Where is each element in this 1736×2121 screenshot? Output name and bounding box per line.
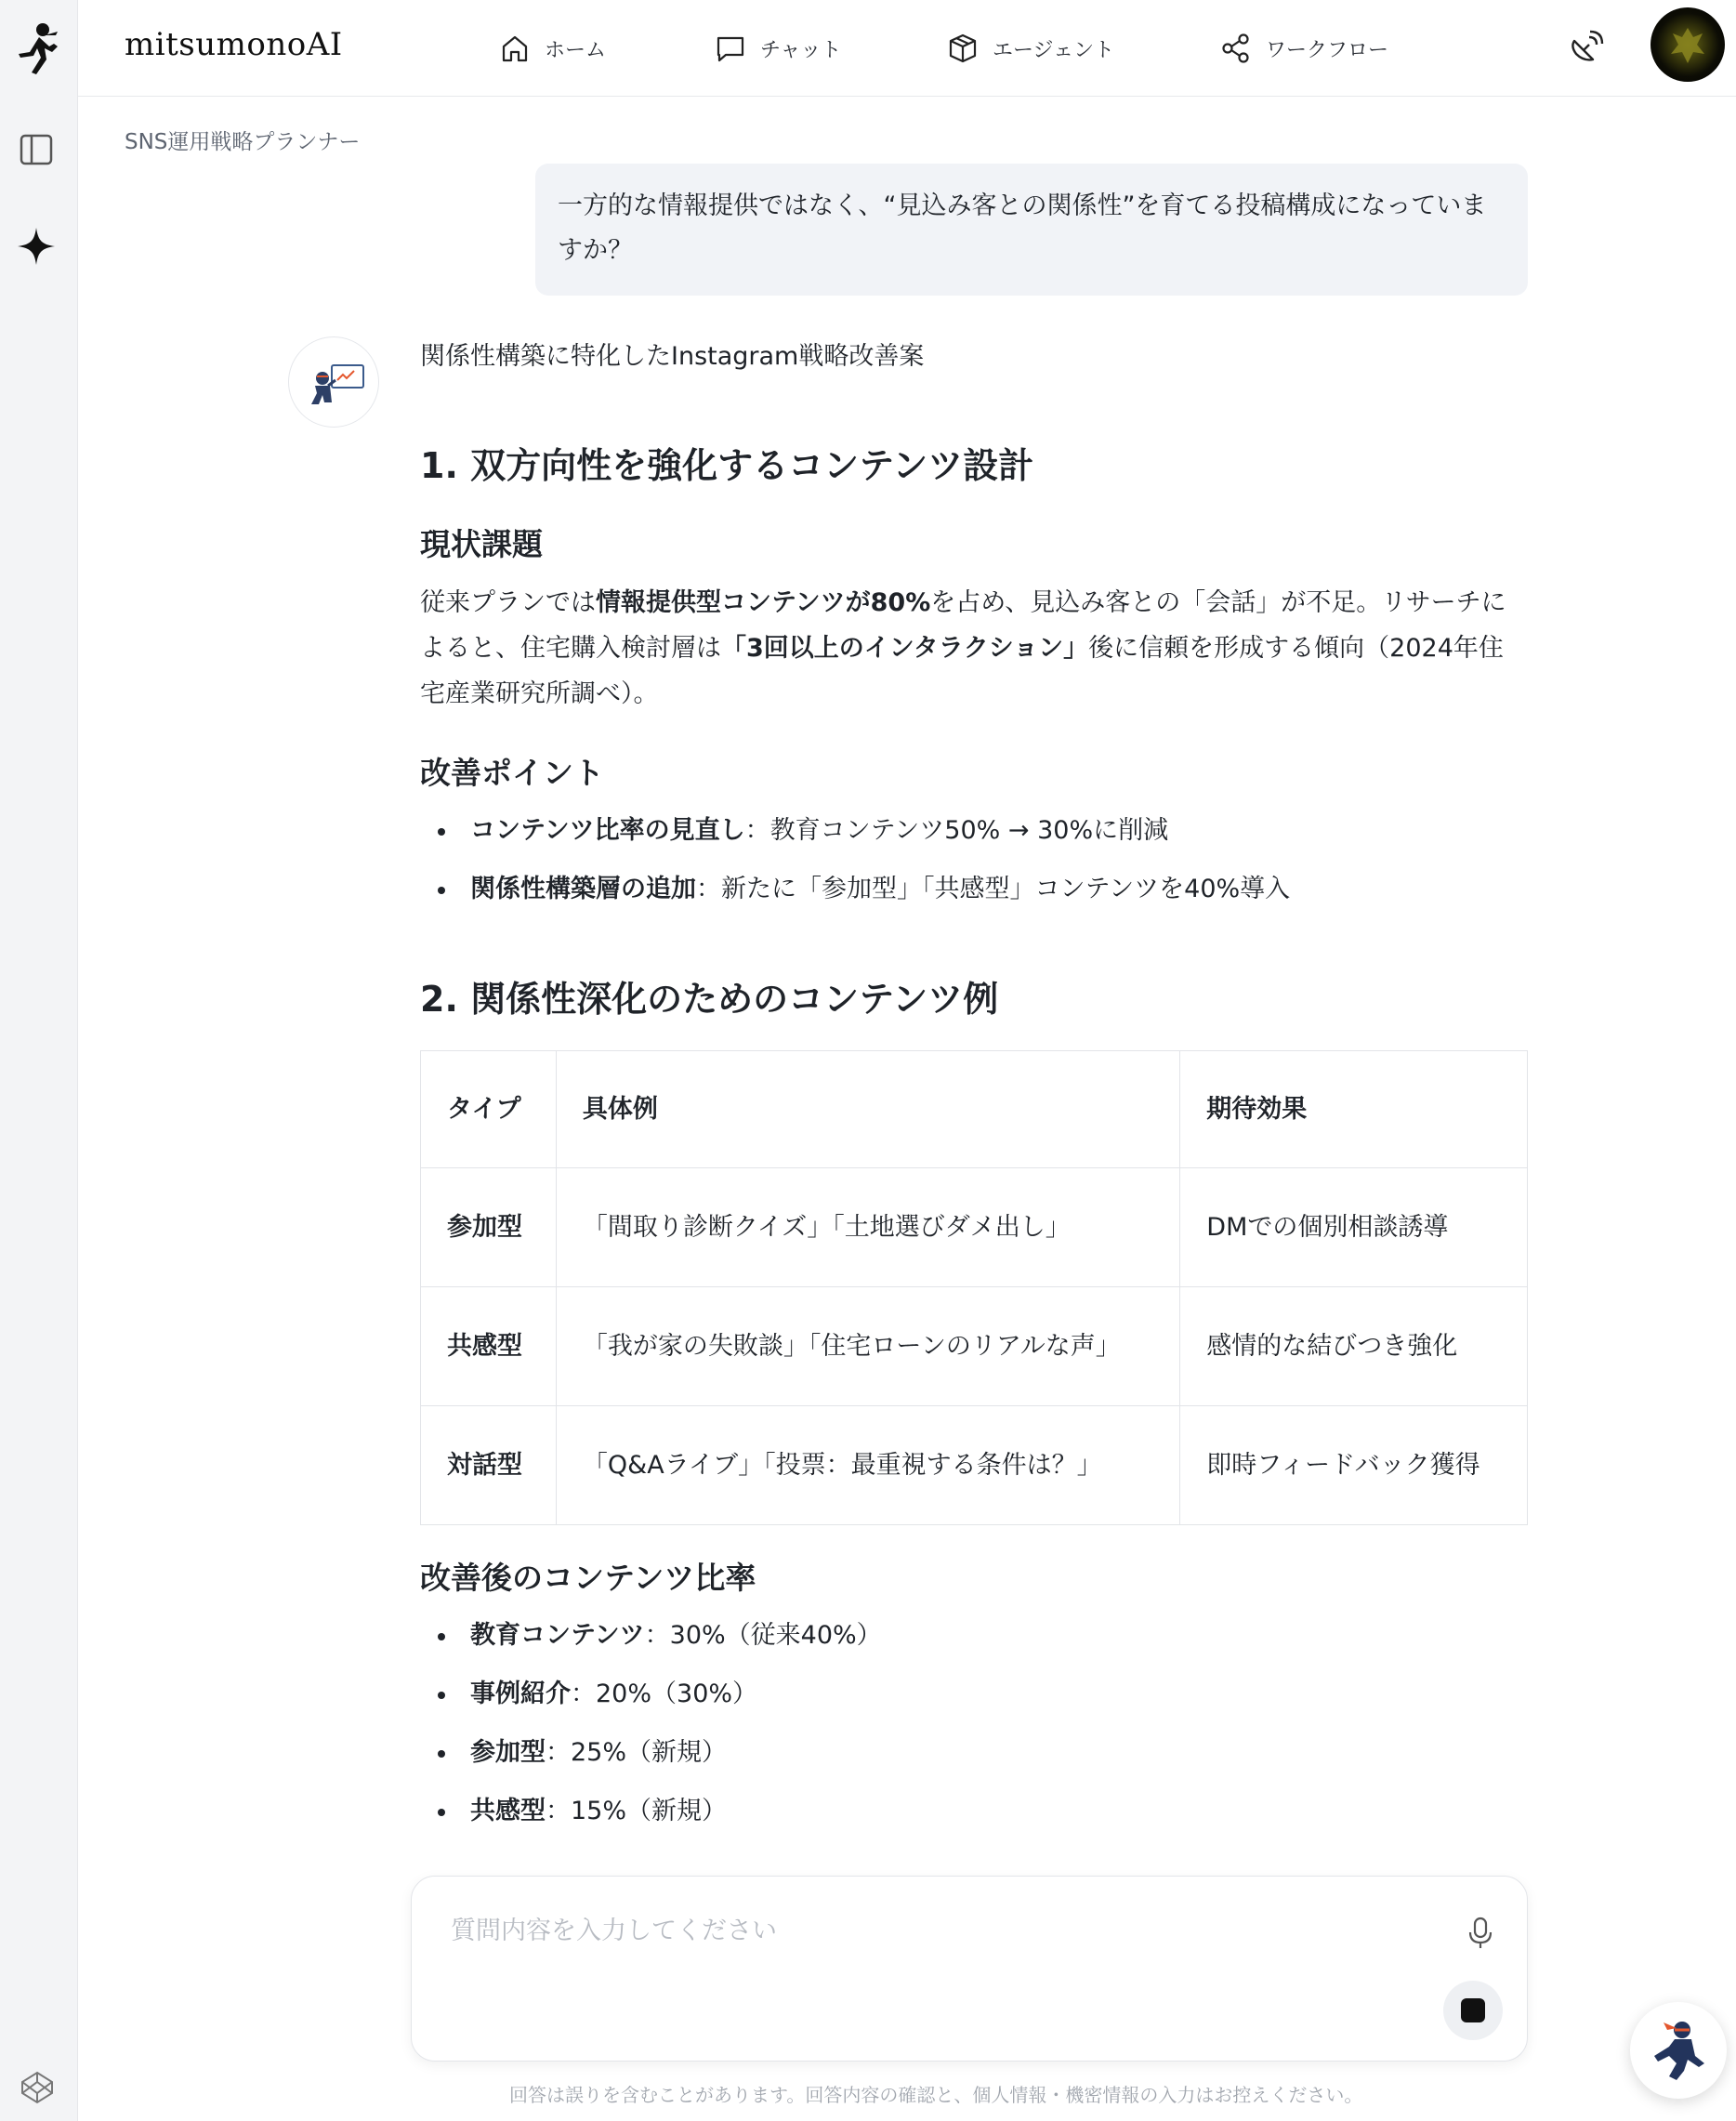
broadcast-icon[interactable] bbox=[1567, 28, 1606, 67]
issue-text-3: 後に信頼を形成する傾向（2024年住宅産業研究所調べ）。 bbox=[420, 634, 1504, 708]
table-header-row bbox=[421, 1051, 1528, 1168]
list-item-bold: 教育コンテンツ bbox=[470, 1621, 645, 1650]
microphone-icon[interactable] bbox=[1462, 1914, 1499, 1951]
list-item bbox=[420, 867, 1290, 926]
content-examples-table bbox=[420, 1050, 1528, 1525]
table-cell: DMでの個別相談誘導 bbox=[1180, 1168, 1528, 1287]
message-input[interactable]: 質問内容を入力してください bbox=[451, 1917, 777, 1945]
issue-bold-1: 情報提供型コンテンツが80% bbox=[596, 588, 931, 617]
ratio-heading: 改善後のコンテンツ比率 bbox=[420, 1560, 756, 1596]
table-row bbox=[421, 1287, 1528, 1406]
breadcrumb[interactable]: SNS運用戦略プランナー bbox=[125, 130, 361, 154]
issue-bold-2: 「3回以上のインタラクション」 bbox=[721, 634, 1089, 663]
answer-intro: 関係性構築に特化したInstagram戦略改善案 bbox=[420, 342, 925, 371]
nav-home[interactable] bbox=[498, 26, 606, 71]
running-ninja-logo[interactable] bbox=[11, 20, 63, 80]
list-item-text: ：20%（30%） bbox=[571, 1680, 758, 1708]
table-cell: 感情的な結びつき強化 bbox=[1180, 1287, 1528, 1406]
current-issue-heading: 現状課題 bbox=[420, 526, 543, 562]
message-composer[interactable] bbox=[411, 1876, 1528, 2062]
ninja-mascot-icon bbox=[1630, 2002, 1727, 2099]
list-item-bold: コンテンツ比率の見直し bbox=[470, 816, 745, 845]
list-item-bold: 事例紹介 bbox=[470, 1680, 571, 1708]
improve-list bbox=[420, 809, 1290, 926]
chat-bubble-icon bbox=[714, 32, 747, 65]
nav-chat-label: チャット bbox=[760, 38, 842, 62]
list-item-text: ：30%（従来40%） bbox=[644, 1621, 882, 1650]
table-cell: 対話型 bbox=[421, 1406, 557, 1525]
improve-heading: 改善ポイント bbox=[420, 755, 604, 791]
brand-name[interactable]: mitsumonoAI bbox=[125, 26, 343, 63]
list-item-text: ：25%（新規） bbox=[546, 1738, 728, 1767]
table-row bbox=[421, 1406, 1528, 1525]
table-cell: 即時フィードバック獲得 bbox=[1180, 1406, 1528, 1525]
list-item-bold: 共感型 bbox=[470, 1797, 546, 1825]
table-cell: 「Q&Aライブ」「投票：最重視する条件は？」 bbox=[556, 1406, 1179, 1525]
issue-text-2: を占め、見込み客との「会話」が不足。リサーチによると、住宅購入検討層は bbox=[420, 588, 1506, 663]
top-header bbox=[78, 0, 1736, 97]
assistant-avatar bbox=[288, 336, 379, 428]
list-item-text: ：教育コンテンツ50% → 30%に削減 bbox=[744, 816, 1169, 845]
list-item bbox=[420, 1789, 882, 1848]
assistant-answer bbox=[420, 335, 1528, 1825]
nav-chat[interactable] bbox=[714, 26, 841, 71]
list-item bbox=[420, 1731, 882, 1789]
floating-assistant-button[interactable] bbox=[1630, 2002, 1727, 2099]
share-nodes-icon bbox=[1219, 32, 1253, 65]
cube-icon bbox=[946, 32, 980, 65]
codepen-icon[interactable] bbox=[19, 2069, 56, 2106]
user-avatar[interactable] bbox=[1651, 7, 1725, 82]
stop-icon bbox=[1461, 1998, 1485, 2022]
list-item bbox=[420, 809, 1290, 867]
table-header: タイプ bbox=[421, 1051, 557, 1168]
disclaimer-text: 回答は誤りを含むことがあります。回答内容の確認と、個人情報・機密情報の入力はお控えください。 bbox=[509, 2084, 1363, 2106]
table-header: 具体例 bbox=[556, 1051, 1179, 1168]
nav-workflow-label: ワークフロー bbox=[1266, 38, 1389, 62]
nav-agent-label: エージェント bbox=[993, 38, 1115, 62]
list-item-bold: 関係性構築層の追加 bbox=[470, 875, 696, 903]
table-header: 期待効果 bbox=[1180, 1051, 1528, 1168]
section-heading-2: 2. 関係性深化のためのコンテンツ例 bbox=[420, 979, 999, 1020]
list-item bbox=[420, 1614, 882, 1672]
table-row bbox=[421, 1168, 1528, 1287]
table-cell: 参加型 bbox=[421, 1168, 557, 1287]
home-icon bbox=[498, 32, 532, 65]
issue-text-1: 従来プランでは bbox=[420, 588, 596, 617]
sparkle-icon[interactable] bbox=[15, 225, 58, 268]
nav-agent[interactable] bbox=[946, 26, 1114, 71]
table-cell: 「間取り診断クイズ」「土地選びダメ出し」 bbox=[556, 1168, 1179, 1287]
nav-workflow[interactable] bbox=[1219, 26, 1388, 71]
ratio-list bbox=[420, 1614, 882, 1848]
stop-button[interactable] bbox=[1443, 1981, 1503, 2040]
left-rail bbox=[0, 0, 78, 2121]
user-message-bubble: 一方的な情報提供ではなく、“見込み客との関係性”を育てる投稿構成になっていますか？ bbox=[535, 164, 1528, 296]
nav-home-label: ホーム bbox=[545, 38, 607, 62]
list-item bbox=[420, 1672, 882, 1731]
table-cell: 「我が家の失敗談」「住宅ローンのリアルな声」 bbox=[556, 1287, 1179, 1406]
list-item-text: ：15%（新規） bbox=[546, 1797, 728, 1825]
current-issue-text bbox=[420, 580, 1528, 717]
table-cell: 共感型 bbox=[421, 1287, 557, 1406]
list-item-text: ：新たに「参加型」「共感型」コンテンツを40%導入 bbox=[696, 875, 1291, 903]
section-heading-1: 1. 双方向性を強化するコンテンツ設計 bbox=[420, 445, 1034, 486]
sidebar-toggle-icon[interactable] bbox=[19, 132, 54, 167]
list-item-bold: 参加型 bbox=[470, 1738, 546, 1767]
